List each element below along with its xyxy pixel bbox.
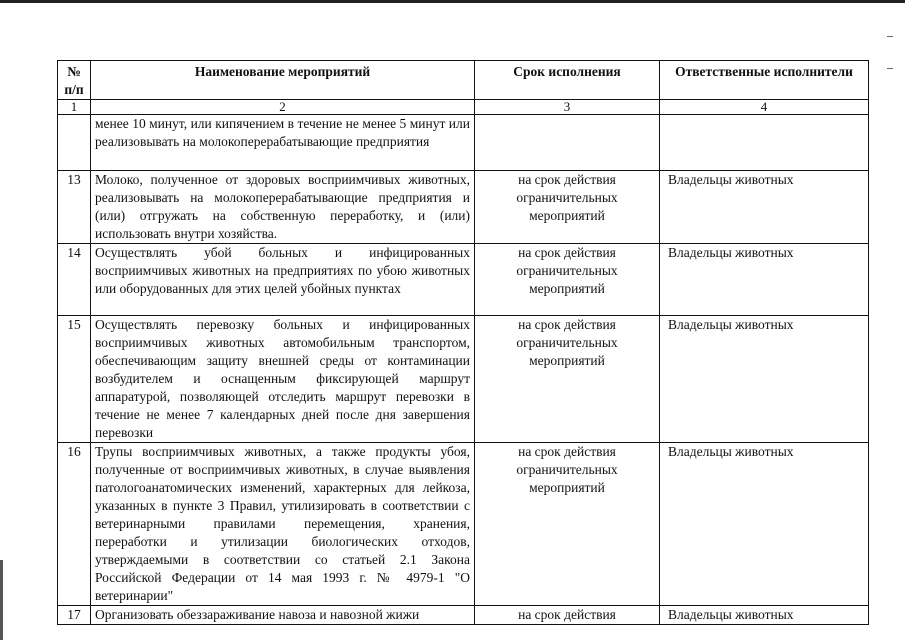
table-row (58, 171, 869, 244)
header-no: № п/п (58, 61, 91, 100)
row-number (58, 115, 91, 171)
scan-speck (887, 68, 893, 69)
table-row (58, 115, 869, 171)
column-number: 1 (58, 100, 91, 115)
responsible-text: Владельцы животных (660, 171, 869, 244)
row-number: 13 (58, 171, 91, 244)
row-number: 17 (58, 606, 91, 625)
table-row (58, 606, 869, 625)
measure-text: Осуществлять перевозку больных и инфицированных восприимчивых животных автомобильным транспортом, обеспечивающим защиту внешней среды от контаминации возбудителем и оснащенным фиксирующей маршрут аппаратурой, позволяющей отследить маршрут перевозки в течение не менее 7 календарных дней после дня завершения перевозки (91, 316, 475, 443)
measure-text: Осуществлять убой больных и инфицированных восприимчивых животных на предприятиях по убою животных или оборудованных для этих целей убойных пунктах (91, 244, 475, 316)
measures-table (57, 60, 869, 625)
scan-speck (887, 36, 893, 37)
responsible-text (660, 115, 869, 171)
row-number: 16 (58, 443, 91, 606)
term-text: на срок действия (475, 606, 660, 625)
page-top-edge (0, 0, 905, 3)
column-number: 3 (475, 100, 660, 115)
measure-text: менее 10 минут, или кипячением в течение не менее 5 минут или реализовывать на молокоперерабатывающие предприятия (91, 115, 475, 171)
term-text: на срок действия ограничительных мероприятий (475, 171, 660, 244)
column-number-row (58, 100, 869, 115)
table-row (58, 316, 869, 443)
responsible-text: Владельцы животных (660, 244, 869, 316)
header-row (58, 61, 869, 100)
measure-text: Трупы восприимчивых животных, а также продукты убоя, полученные от восприимчивых животных, в случае выявления патологоанатомических изменений, характерных для лейкоза, указанных в пункте 3 Правил, утилизировать в соответствии с ветеринарными правилами перемещения, хранения, переработки и утилизации биологических отходов, утверждаемыми в соответствии со статьей 2.1 Закона Российской Федерации от 14 мая 1993 г. № 4979-1 "О ветеринарии" (91, 443, 475, 606)
table-row (58, 244, 869, 316)
header-name: Наименование мероприятий (91, 61, 475, 100)
row-number: 14 (58, 244, 91, 316)
column-number: 4 (660, 100, 869, 115)
term-text (475, 115, 660, 171)
responsible-text: Владельцы животных (660, 606, 869, 625)
responsible-text: Владельцы животных (660, 443, 869, 606)
responsible-text: Владельцы животных (660, 316, 869, 443)
term-text: на срок действия ограничительных мероприятий (475, 443, 660, 606)
table-row (58, 443, 869, 606)
term-text: на срок действия ограничительных мероприятий (475, 316, 660, 443)
measure-text: Организовать обеззараживание навоза и навозной жижи (91, 606, 475, 625)
page-left-edge (0, 560, 3, 640)
measure-text: Молоко, полученное от здоровых восприимчивых животных, реализовывать на молокоперерабатывающие предприятия и (или) отгружать на собственную переработку, и (или) использовать внутри хозяйства. (91, 171, 475, 244)
header-term: Срок исполнения (475, 61, 660, 100)
column-number: 2 (91, 100, 475, 115)
header-responsible: Ответственные исполнители (660, 61, 869, 100)
term-text: на срок действия ограничительных мероприятий (475, 244, 660, 316)
row-number: 15 (58, 316, 91, 443)
